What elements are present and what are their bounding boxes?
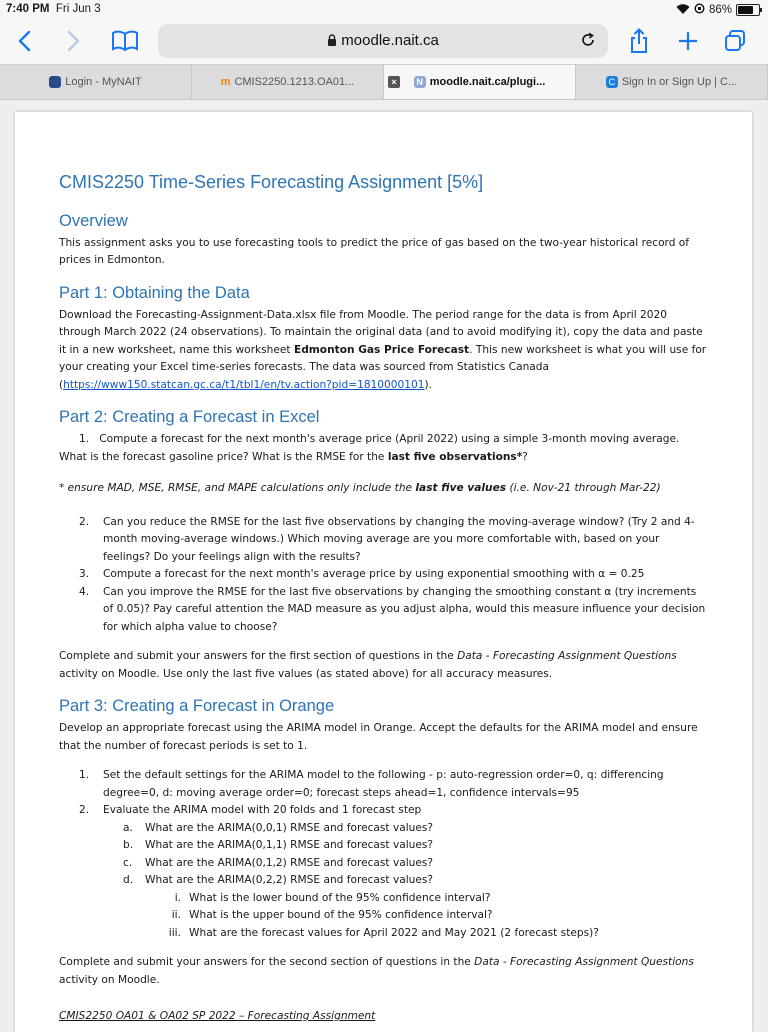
- tab-bar: [0, 64, 768, 100]
- list-item: c. What are the ARIMA(0,1,2) RMSE and forecast values?: [123, 856, 434, 869]
- statcan-link[interactable]: https://www150.statcan.gc.ca/t1/tbl1/en/tv.action?pid=1810000101: [63, 378, 425, 391]
- lock-icon: [327, 34, 337, 46]
- orientation-lock-icon: [694, 3, 705, 17]
- part3-sublist: [59, 820, 709, 890]
- back-icon[interactable]: [14, 26, 34, 56]
- moodle-icon: m: [220, 76, 231, 88]
- tabs-overview-icon[interactable]: [722, 26, 748, 56]
- status-bar: [0, 0, 768, 20]
- list-item: 4. Can you improve the RMSE for the last five observations by changing the smoothing constant α (try increments of 0.05)? Pay careful attention the MAD measure as you adjust alpha, would this measure influence your decision for which alpha value to choose?: [79, 585, 706, 633]
- tab-login-mynait[interactable]: [0, 65, 192, 99]
- list-item: b. What are the ARIMA(0,1,1) RMSE and forecast values?: [123, 839, 434, 851]
- overview-text: This assignment asks you to use forecasting tools to predict the price of gas based on the two-year historical record of prices in Edmonton.: [59, 236, 690, 266]
- browser-toolbar: [0, 20, 768, 64]
- address-text[interactable]: [158, 32, 608, 49]
- status-time: 7:40 PM Fri Jun 3: [6, 3, 101, 15]
- list-item: a. What are the ARIMA(0,0,1) RMSE and forecast values?: [123, 821, 434, 834]
- tab-label: Sign In or Sign Up | C...: [621, 76, 738, 88]
- list-item: ii. What is the upper bound of the 95% confidence interval?: [171, 909, 493, 921]
- share-icon[interactable]: [626, 26, 652, 56]
- reload-icon[interactable]: [580, 32, 596, 53]
- part2-submit-text: Complete and submit your answers for the first section of questions in the Data - Forecasting Assignment Questions activity on Moodle. Use only the last five values (as stated above) for all accuracy measures.: [59, 650, 677, 680]
- battery-fill: [738, 6, 753, 14]
- nait-shield-icon: [49, 76, 61, 88]
- part3-list: [59, 767, 709, 820]
- part3-subsublist: [59, 890, 709, 943]
- part3-submit-text: Complete and submit your answers for the second section of questions in the Data - Forecasting Assignment Questions activity on Moodle.: [59, 956, 694, 986]
- list-item: 2. Can you reduce the RMSE for the last five observations by changing the moving-average window? (Try 2 and 4-month moving-average windows.) Which moving average are you more comfortable with, based on your feelings? Do your feelings align with the results?: [79, 515, 695, 563]
- battery-percent: 86%: [708, 4, 732, 16]
- close-tab-icon[interactable]: ×: [388, 76, 400, 88]
- tab-moodle-plugin[interactable]: [384, 65, 576, 99]
- part1-heading: Part 1: Obtaining the Data: [59, 283, 250, 302]
- list-item: 2. Evaluate the ARIMA model with 20 folds and 1 forecast step: [79, 804, 422, 816]
- page-title: CMIS2250 Time-Series Forecasting Assignment [5%]: [59, 172, 484, 192]
- document-page: [15, 112, 752, 1032]
- wifi-icon: [676, 4, 690, 17]
- part3-heading: Part 3: Creating a Forecast in Orange: [59, 697, 335, 715]
- tab-cmis2250[interactable]: [192, 65, 384, 99]
- list-item: 3. Compute a forecast for the next month's average price by using exponential smoothing with α = 0.25: [79, 568, 645, 580]
- battery-icon: [736, 4, 760, 16]
- document-content: [59, 174, 709, 1001]
- part2-question-1: 1. Compute a forecast for the next month's average price (April 2022) using a simple 3-month moving average. What is the forecast gasoline price? What is the RMSE for the last five observations*?: [59, 433, 680, 463]
- tab-sign-in[interactable]: [576, 65, 768, 99]
- accuracy-note: * ensure MAD, MSE, RMSE, and MAPE calculations only include the last five values (i.e. Nov-21 through Mar-22): [59, 482, 661, 494]
- address-bar[interactable]: [158, 24, 608, 58]
- document-footer: CMIS2250 OA01 & OA02 SP 2022 – Forecasting Assignment: [59, 1010, 376, 1022]
- part2-heading: Part 2: Creating a Forecast in Excel: [59, 408, 320, 426]
- n-favicon-icon: N: [414, 76, 426, 88]
- overview-heading: Overview: [59, 211, 128, 230]
- status-right: [676, 3, 760, 17]
- part3-intro: Develop an appropriate forecast using the ARIMA model in Orange. Accept the defaults for the ARIMA model and ensure that the number of forecast periods is set to 1.: [59, 722, 698, 752]
- part2-list: [59, 514, 709, 637]
- part1-text: Download the Forecasting-Assignment-Data.xlsx file from Moodle. The period range for the data is from April 2020 through March 2022 (24 observations). To maintain the original data (and to avoid modifying it), copy the data and paste it in a new worksheet, name this worksheet Edmonton Gas Price Forecast. This new worksheet is what you will use for your creating your Excel time-series forecasts. The data was sourced from Statistics Canada (https://www150.statcan.gc.ca/t1/tbl1/en/tv.action?pid=1810000101).: [59, 308, 707, 391]
- tab-label: moodle.nait.ca/plugi...: [429, 76, 546, 88]
- list-item: i. What is the lower bound of the 95% confidence interval?: [174, 891, 491, 904]
- bookmarks-icon[interactable]: [110, 26, 140, 56]
- tab-label: Login - MyNAIT: [65, 76, 142, 88]
- c-favicon-icon: C: [606, 76, 618, 88]
- url-text: moodle.nait.ca: [341, 32, 439, 49]
- forward-icon[interactable]: [64, 26, 84, 56]
- tab-label: CMIS2250.1213.OA01...: [234, 76, 355, 88]
- list-item: 1. Set the default settings for the ARIMA model to the following - p: auto-regression order=0, q: differencing degree=0, d: moving average order=0; forecast steps ahead=1, confidence intervals=95: [79, 769, 664, 799]
- new-tab-icon[interactable]: [675, 26, 701, 56]
- list-item: iii. What are the forecast values for April 2022 and May 2021 (2 forecast steps)?: [168, 926, 599, 939]
- list-item: d. What are the ARIMA(0,2,2) RMSE and forecast values?: [123, 874, 434, 886]
